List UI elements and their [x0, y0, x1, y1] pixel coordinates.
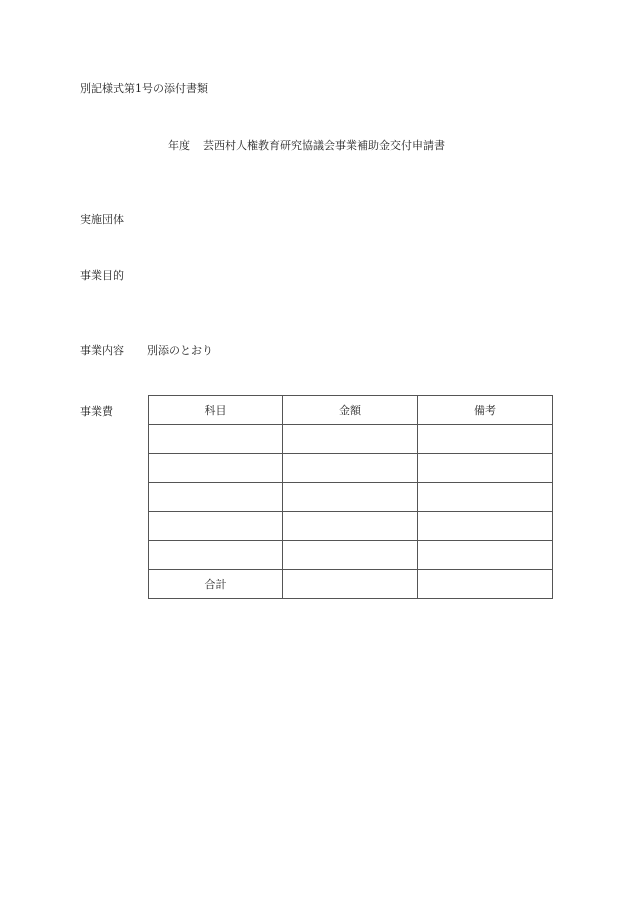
- total-remarks-cell[interactable]: [418, 570, 553, 599]
- header-remarks: 備考: [418, 396, 553, 425]
- subject-cell[interactable]: [149, 512, 283, 541]
- content-value: 別添のとおり: [147, 344, 213, 357]
- remarks-cell[interactable]: [418, 512, 553, 541]
- cost-label: 事業費: [80, 405, 113, 418]
- attachment-label: 別記様式第1号の添付書類: [80, 82, 208, 95]
- header-amount: 金額: [283, 396, 418, 425]
- table-row: [149, 425, 553, 454]
- remarks-cell[interactable]: [418, 483, 553, 512]
- total-label: 合計: [149, 570, 283, 599]
- subject-cell[interactable]: [149, 483, 283, 512]
- remarks-cell[interactable]: [418, 454, 553, 483]
- total-amount-cell[interactable]: [283, 570, 418, 599]
- subject-cell[interactable]: [149, 454, 283, 483]
- subject-cell[interactable]: [149, 541, 283, 570]
- purpose-label: 事業目的: [80, 269, 124, 282]
- total-row: [149, 570, 553, 599]
- title-main: 芸西村人権教育研究協議会事業補助金交付申請書: [203, 139, 445, 152]
- content-label: 事業内容: [80, 344, 124, 357]
- table-row: [149, 454, 553, 483]
- header-subject: 科目: [149, 396, 283, 425]
- subject-cell[interactable]: [149, 425, 283, 454]
- amount-cell[interactable]: [283, 425, 418, 454]
- remarks-cell[interactable]: [418, 425, 553, 454]
- table-row: [149, 483, 553, 512]
- table-row: [149, 541, 553, 570]
- remarks-cell[interactable]: [418, 541, 553, 570]
- table-row: [149, 512, 553, 541]
- organization-label: 実施団体: [80, 213, 124, 226]
- year-label: 年度: [168, 139, 190, 152]
- document-title: [168, 137, 445, 153]
- cost-table: [148, 395, 553, 599]
- amount-cell[interactable]: [283, 454, 418, 483]
- amount-cell[interactable]: [283, 541, 418, 570]
- amount-cell[interactable]: [283, 512, 418, 541]
- amount-cell[interactable]: [283, 483, 418, 512]
- cost-table-header-row: [149, 396, 553, 425]
